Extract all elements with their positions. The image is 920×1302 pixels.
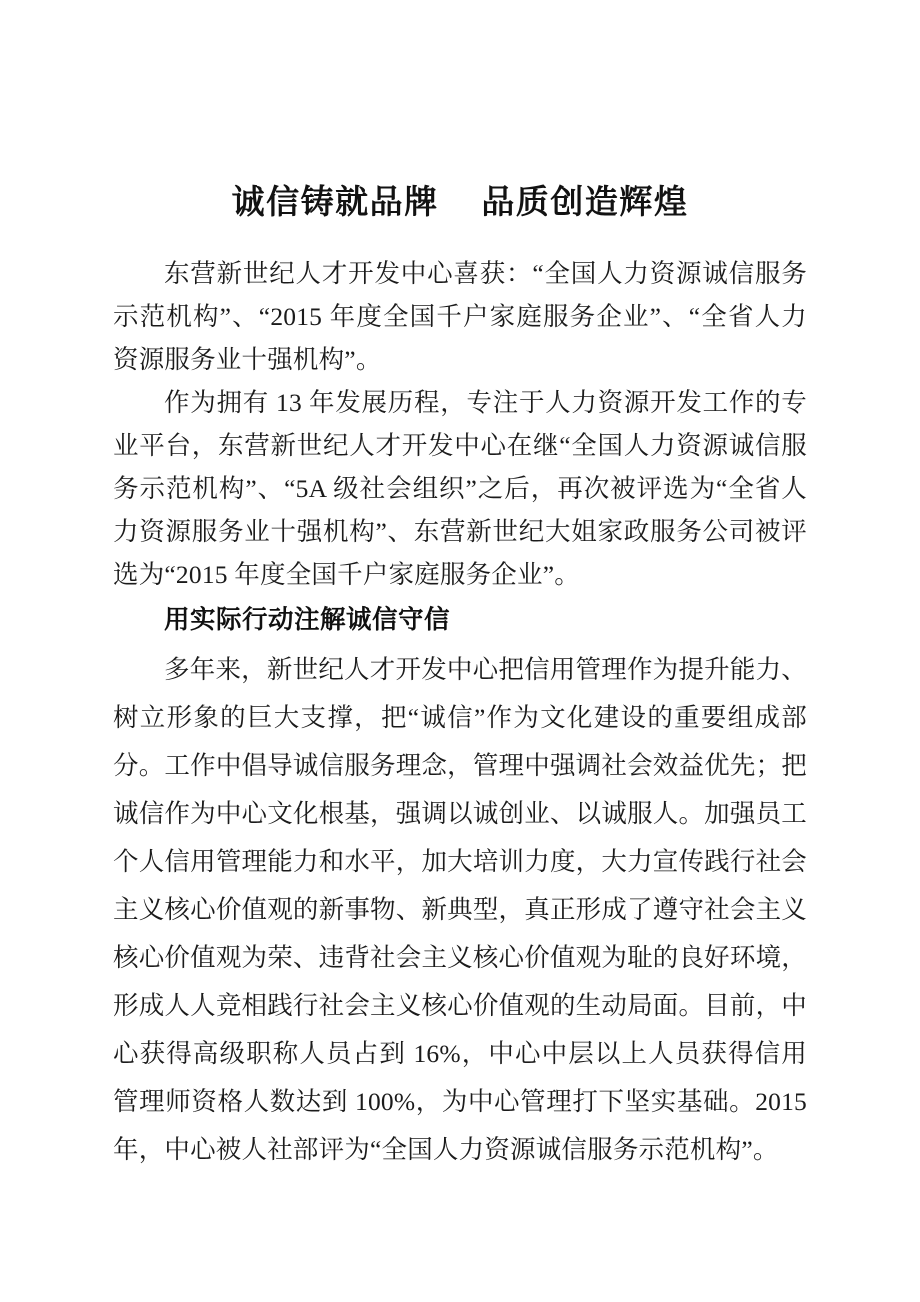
document-body [113,252,807,1174]
page-title: 诚信铸就品牌 品质创造辉煌 [231,183,689,221]
section-subheading: 用实际行动注解诚信守信 [164,606,451,634]
paragraph-awards-intro: 东营新世纪人才开发中心喜获：“全国人力资源诚信服务示范机构”、“2015 年度全国千户家庭服务企业”、“全省人力资源服务业十强机构”。 [113,259,807,374]
paragraph-integrity-practice: 多年来，新世纪人才开发中心把信用管理作为提升能力、树立形象的巨大支撑，把“诚信”作为文化建设的重要组成部分。工作中倡导诚信服务理念，管理中强调社会效益优先；把诚信作为中心文化根基，强调以诚创业、以诚服人。加强员工个人信用管理能力和水平，加大培训力度，大力宣传践行社会主义核心价值观的新事物、新典型，真正形成了遵守社会主义核心价值观为荣、违背社会主义核心价值观为耻的良好环境，形成人人竞相践行社会主义核心价值观的生动局面。目前，中心获得高级职称人员占到 16%，中心中层以上人员获得信用管理师资格人数达到 100%，为中心管理打下坚实基础。2015 年，中心被人社部评为“全国人力资源诚信服务示范机构”。 [113,655,807,1164]
paragraph-center-background: 作为拥有 13 年发展历程，专注于人力资源开发工作的专业平台，东营新世纪人才开发中心在继“全国人力资源诚信服务示范机构”、“5A 级社会组织”之后，再次被评选为“全省人力资源服务业十强机构”、东营新世纪大姐家政服务公司被评选为“2015 年度全国千户家庭服务企业”。 [113,388,807,589]
